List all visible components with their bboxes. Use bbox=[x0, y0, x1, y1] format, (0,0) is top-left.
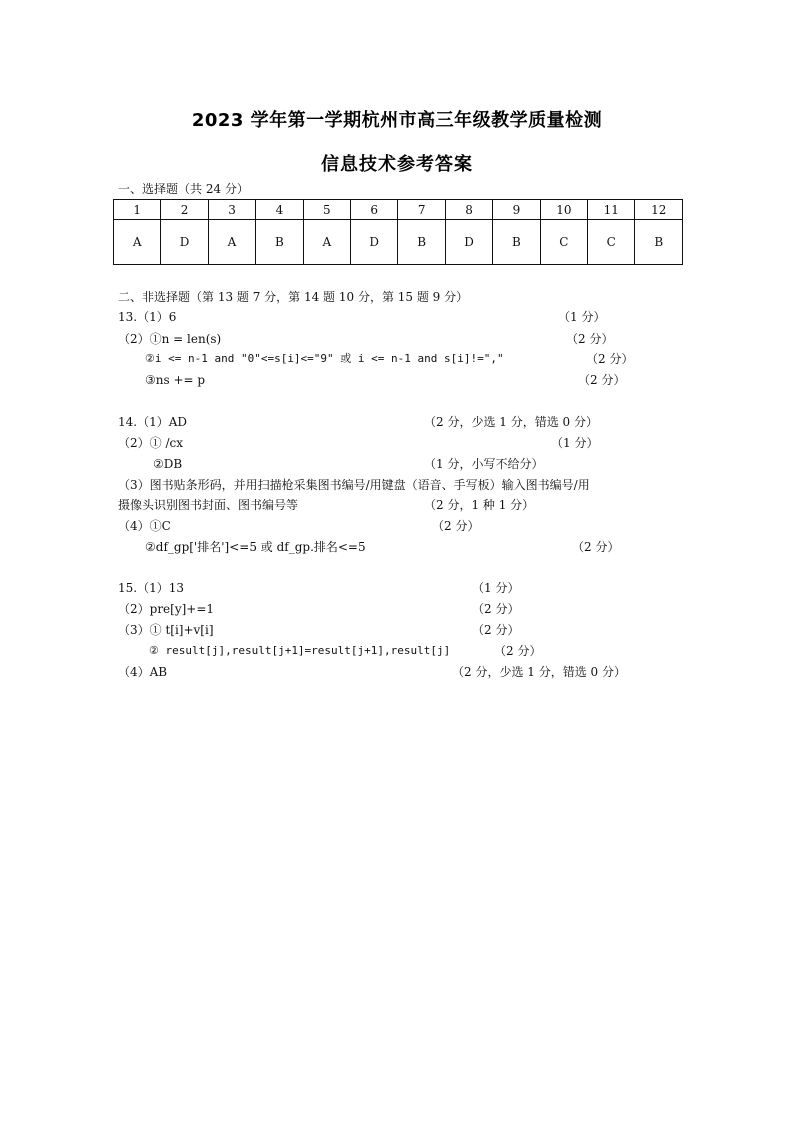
answer-cell: D bbox=[161, 220, 208, 265]
answer-cell: B bbox=[256, 220, 303, 265]
document-subtitle: 信息技术参考答案 bbox=[321, 154, 473, 175]
multiple-choice-answer-table bbox=[113, 199, 683, 265]
q14-part4-blank2-score: （2 分） bbox=[572, 540, 620, 554]
q14-part4-answer: （4）①C bbox=[118, 519, 171, 533]
q15-part4-score: （2 分，少选 1 分，错选 0 分） bbox=[452, 665, 626, 679]
q15-part1-answer: 15.（1）13 bbox=[118, 581, 184, 595]
q14-part2-answer: （2）① /cx bbox=[118, 436, 183, 450]
q14-part2-blank2-answer: ②DB bbox=[153, 457, 183, 471]
question-number-cell: 6 bbox=[351, 200, 398, 220]
q13-part1-answer: 13.（1）6 bbox=[118, 310, 177, 324]
q14-part1-answer: 14.（1）AD bbox=[118, 415, 188, 429]
q13-part2-answer: （2）①n = len(s) bbox=[118, 332, 222, 346]
q14-part1-score: （2 分，少选 1 分，错选 0 分） bbox=[424, 415, 598, 429]
q13-part2-blank2-score: （2 分） bbox=[586, 352, 634, 366]
answer-cell: B bbox=[398, 220, 445, 265]
q14-part4-score: （2 分） bbox=[432, 519, 480, 533]
question-number-cell: 11 bbox=[588, 200, 635, 220]
question-number-cell: 5 bbox=[303, 200, 350, 220]
q14-part2-score: （1 分） bbox=[551, 436, 599, 450]
q13-part2-blank3-score: （2 分） bbox=[578, 373, 626, 387]
answer-cell: A bbox=[303, 220, 350, 265]
question-number-cell: 3 bbox=[208, 200, 255, 220]
q15-part3-blank2-answer: ② result[j],result[j+1]=result[j+1],result[j] bbox=[149, 644, 451, 657]
answer-row bbox=[114, 220, 683, 265]
q13-part1-score: （1 分） bbox=[558, 310, 606, 324]
answer-cell: C bbox=[540, 220, 587, 265]
question-number-cell: 2 bbox=[161, 200, 208, 220]
answer-cell: A bbox=[114, 220, 161, 265]
question-number-cell: 4 bbox=[256, 200, 303, 220]
q15-part3-answer: （3）① t[i]+v[i] bbox=[118, 623, 214, 637]
q13-part2-blank3-answer: ③ns += p bbox=[145, 373, 206, 387]
q13-part2-score: （2 分） bbox=[566, 332, 614, 346]
q14-part4-blank2-answer: ②df_gp['排名']<=5 或 df_gp.排名<=5 bbox=[145, 540, 366, 554]
answer-cell: C bbox=[588, 220, 635, 265]
question-number-cell: 10 bbox=[540, 200, 587, 220]
q15-part2-score: （2 分） bbox=[472, 602, 520, 616]
answer-cell: A bbox=[208, 220, 255, 265]
question-number-cell: 12 bbox=[635, 200, 683, 220]
q14-part3-score: （2 分，1 种 1 分） bbox=[424, 498, 535, 512]
q15-part3-blank2-score: （2 分） bbox=[494, 644, 542, 658]
question-number-cell: 9 bbox=[493, 200, 540, 220]
question-number-cell: 8 bbox=[445, 200, 492, 220]
q15-part1-score: （1 分） bbox=[472, 581, 520, 595]
question-number-row bbox=[114, 200, 683, 220]
question-number-cell: 1 bbox=[114, 200, 161, 220]
answer-cell: B bbox=[493, 220, 540, 265]
q15-part4-answer: （4）AB bbox=[118, 665, 168, 679]
answer-cell: D bbox=[351, 220, 398, 265]
q15-part2-answer: （2）pre[y]+=1 bbox=[118, 602, 215, 616]
section-two-heading: 二、非选择题（第 13 题 7 分，第 14 题 10 分，第 15 题 9 分） bbox=[118, 290, 469, 304]
q13-part2-blank2-answer: ②i <= n-1 and "0"<=s[i]<="9" 或 i <= n-1 and s[i]!="," bbox=[145, 352, 504, 365]
document-title: 2023 学年第一学期杭州市高三年级教学质量检测 bbox=[191, 110, 603, 131]
q14-part3-answer-line2: 摄像头识别图书封面、图书编号等 bbox=[118, 498, 299, 512]
question-number-cell: 7 bbox=[398, 200, 445, 220]
answer-cell: D bbox=[445, 220, 492, 265]
section-one-heading: 一、选择题（共 24 分） bbox=[118, 182, 249, 196]
q15-part3-score: （2 分） bbox=[472, 623, 520, 637]
q14-part3-answer-line1: （3）图书贴条形码，并用扫描枪采集图书编号/用键盘（语音、手写板）输入图书编号/用 bbox=[118, 478, 590, 492]
answer-cell: B bbox=[635, 220, 683, 265]
q14-part2-blank2-score: （1 分，小写不给分） bbox=[424, 457, 544, 471]
